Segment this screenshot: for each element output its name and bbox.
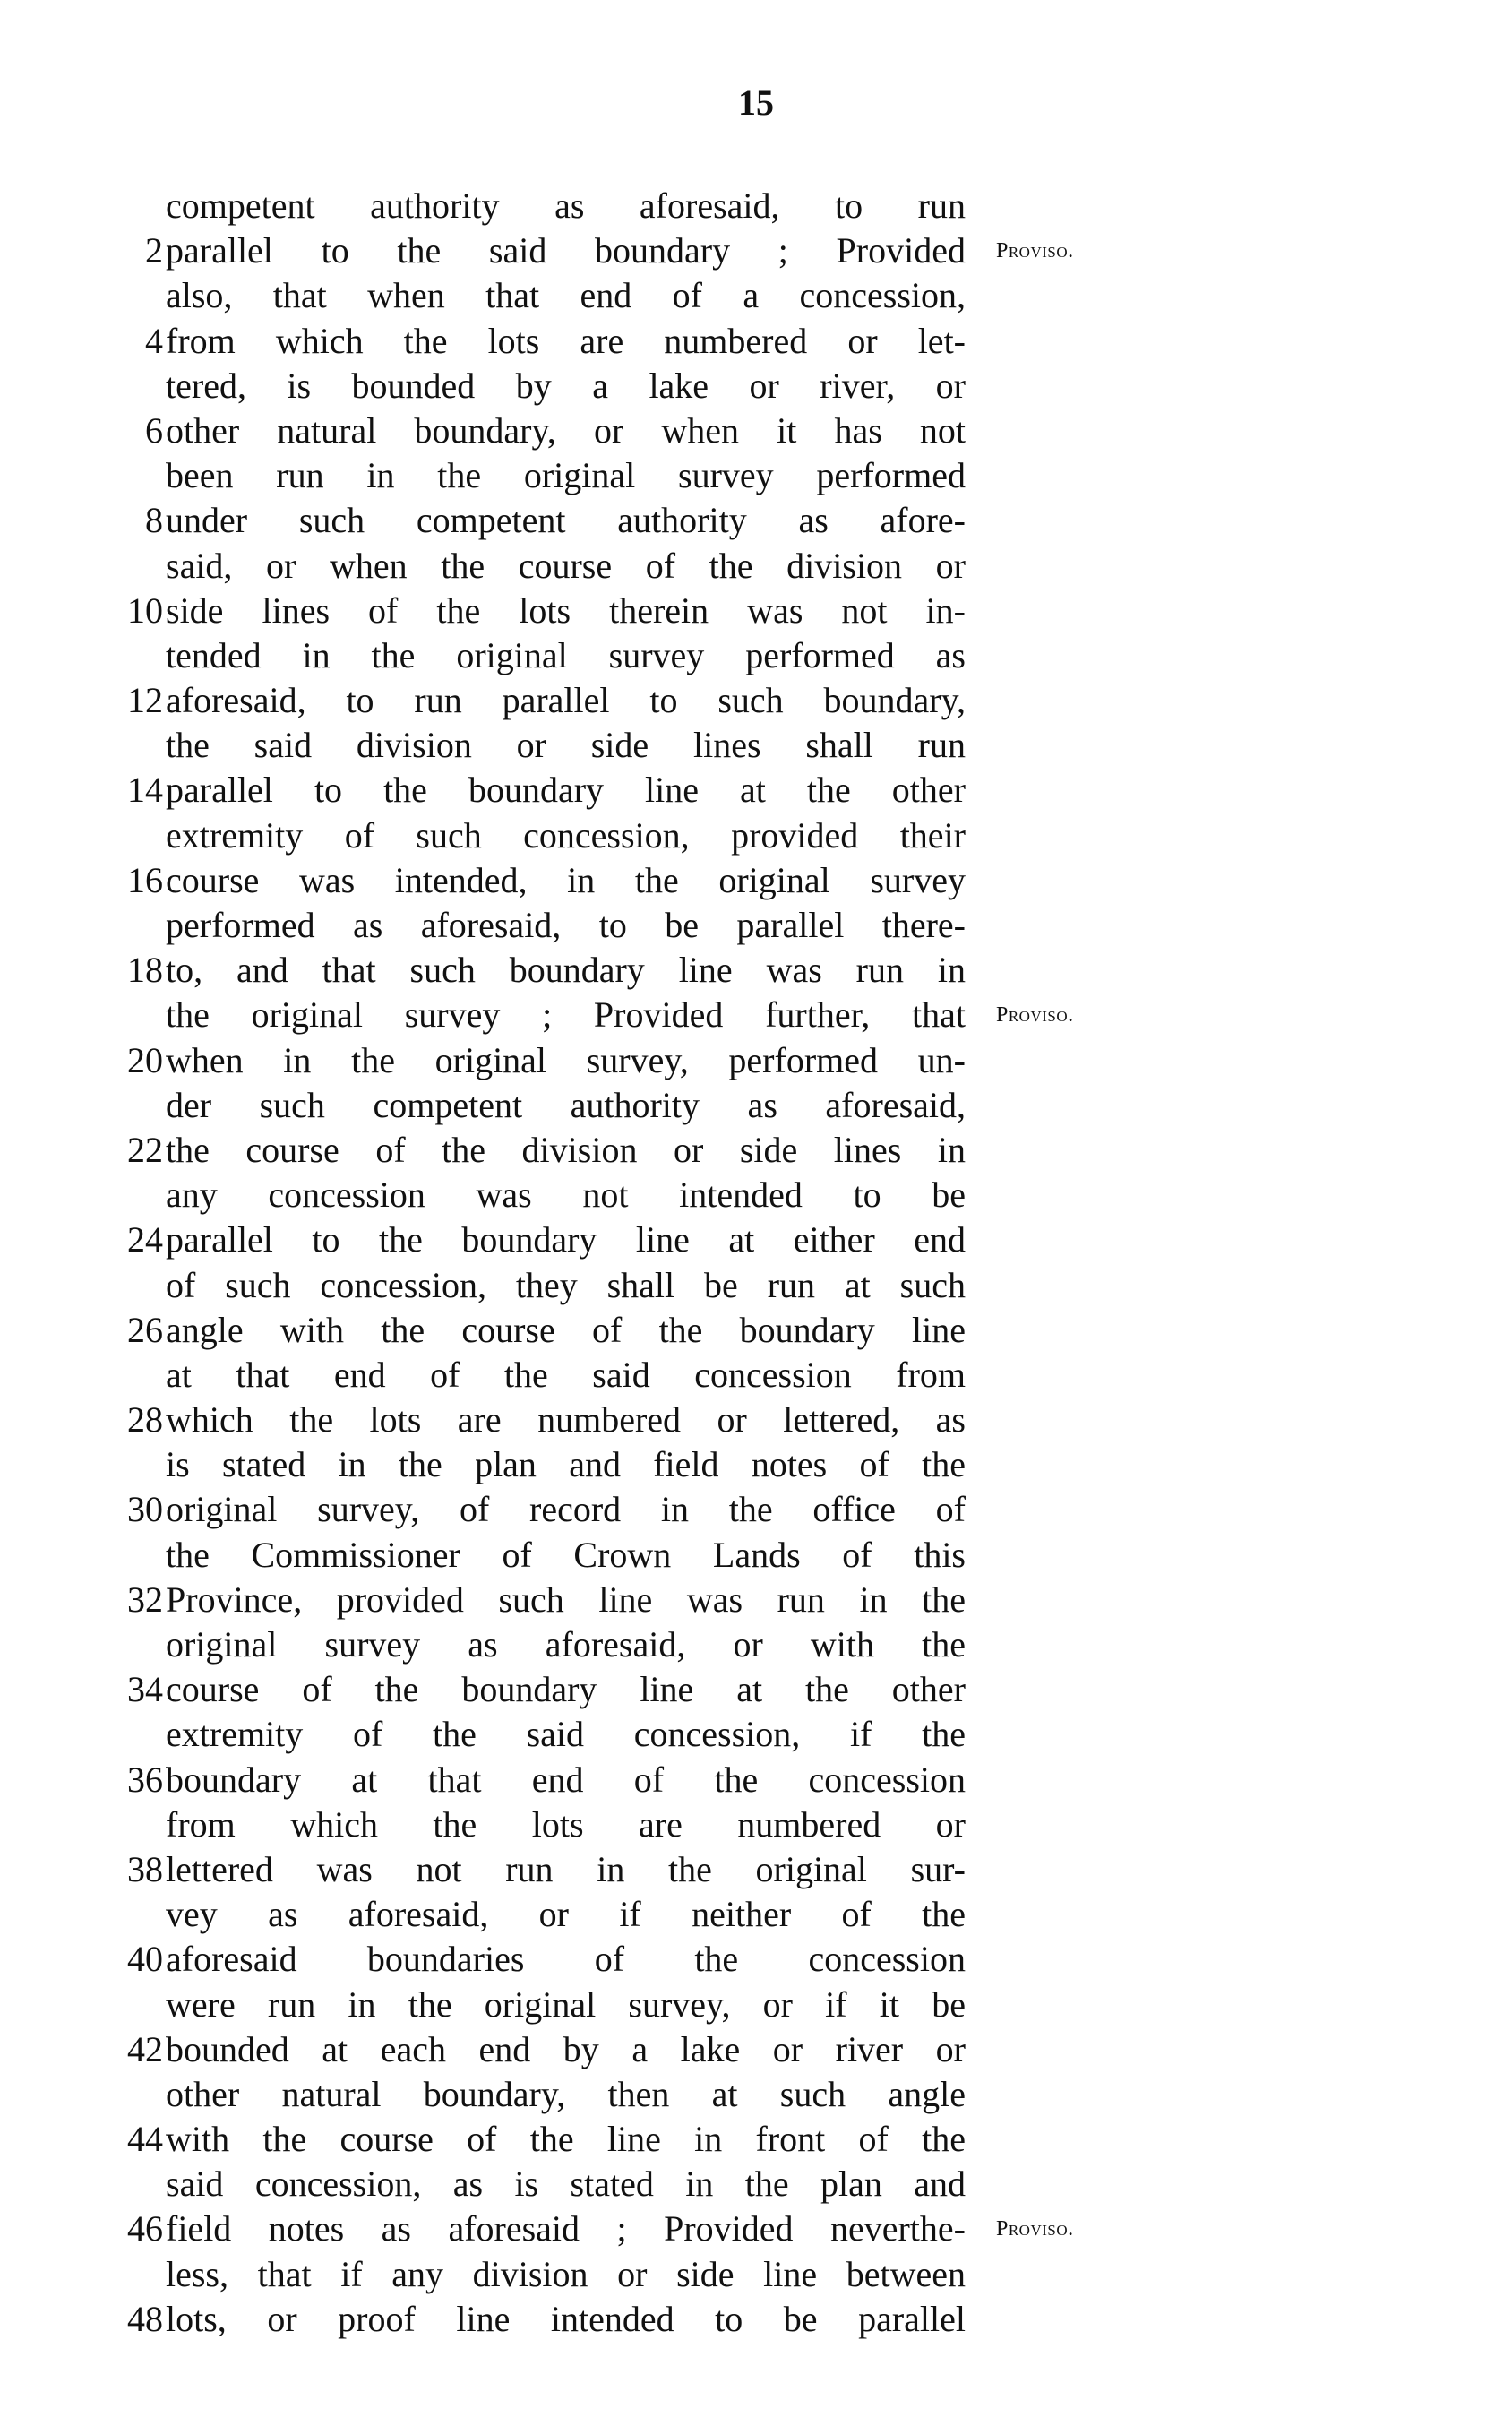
line-number: 18 <box>127 950 163 991</box>
line-text: performed as aforesaid, to be parallel there- <box>166 905 966 945</box>
text-line <box>0 1892 1512 1937</box>
line-text: to, and that such boundary line was run in <box>166 950 966 991</box>
line-number: 42 <box>127 2028 163 2069</box>
text-line <box>0 319 1512 364</box>
text-line <box>0 2027 1512 2072</box>
text-line <box>0 1667 1512 1712</box>
line-text: course of the boundary line at the other <box>166 1669 966 1710</box>
line-text: other natural boundary, then at such angle <box>166 2073 966 2114</box>
line-number: 36 <box>127 1759 163 1800</box>
text-line <box>0 2297 1512 2342</box>
text-line <box>0 1128 1512 1173</box>
text-line <box>0 1802 1512 1847</box>
line-number: 28 <box>127 1399 163 1441</box>
text-line <box>0 948 1512 993</box>
text-line <box>0 1308 1512 1353</box>
text-line <box>0 1487 1512 1532</box>
line-text: said concession, as is stated in the plan and <box>166 2164 966 2205</box>
line-number: 48 <box>127 2298 163 2339</box>
line-text: from which the lots are numbered or let- <box>166 320 966 361</box>
margin-note: Proviso. <box>996 239 1074 263</box>
text-line <box>0 2162 1512 2207</box>
text-line <box>0 273 1512 318</box>
line-number: 10 <box>127 589 163 631</box>
line-text: angle with the course of the boundary line <box>166 1309 966 1350</box>
line-text: the said division or side lines shall run <box>166 725 966 766</box>
text-line <box>0 858 1512 903</box>
text-line <box>0 1983 1512 2027</box>
text-line <box>0 1353 1512 1398</box>
line-number: 34 <box>127 1669 163 1710</box>
line-text: when in the original survey, performed un- <box>166 1039 966 1080</box>
line-text: the Commissioner of Crown Lands of this <box>166 1534 966 1575</box>
text-line <box>0 1442 1512 1487</box>
text-line <box>0 453 1512 498</box>
text-line <box>0 544 1512 589</box>
line-text: lettered was not run in the original sur- <box>166 1848 966 1889</box>
text-line <box>0 1398 1512 1442</box>
text-line <box>0 409 1512 453</box>
line-text: extremity of such concession, provided their <box>166 814 966 856</box>
line-text: tered, is bounded by a lake or river, or <box>166 365 966 406</box>
line-text: der such competent authority as aforesaid, <box>166 1084 966 1125</box>
text-line <box>0 1758 1512 1802</box>
text-line <box>0 1083 1512 1128</box>
text-line <box>0 1038 1512 1083</box>
line-number: 8 <box>145 500 163 541</box>
line-text: less, that if any division or side line between <box>166 2253 966 2294</box>
line-text: under such competent authority as afore- <box>166 500 966 541</box>
line-text: lots, or proof line intended to be parallel <box>166 2298 966 2339</box>
line-text: been run in the original survey performed <box>166 455 966 496</box>
line-text: aforesaid, to run parallel to such boundary, <box>166 680 966 721</box>
text-line <box>0 768 1512 813</box>
line-text: parallel to the boundary line at either end <box>166 1219 966 1260</box>
line-number: 16 <box>127 859 163 900</box>
text-line <box>0 1847 1512 1892</box>
line-number: 2 <box>145 230 163 271</box>
line-text: with the course of the line in front of the <box>166 2119 966 2160</box>
line-text: is stated in the plan and field notes of the <box>166 1444 966 1485</box>
line-text: parallel to the said boundary ; Provided <box>166 230 966 271</box>
margin-note: Proviso. <box>996 2217 1074 2241</box>
line-text: side lines of the lots therein was not in- <box>166 589 966 631</box>
line-number: 30 <box>127 1489 163 1530</box>
line-text: course was intended, in the original survey <box>166 859 966 900</box>
line-text: bounded at each end by a lake or river or <box>166 2028 966 2069</box>
line-text: vey as aforesaid, or if neither of the <box>166 1894 966 1935</box>
text-line <box>0 903 1512 948</box>
text-line <box>0 1622 1512 1667</box>
text-line <box>0 1937 1512 1982</box>
text-line <box>0 1173 1512 1217</box>
line-number: 6 <box>145 409 163 451</box>
line-text: from which the lots are numbered or <box>166 1803 966 1845</box>
text-line <box>0 364 1512 409</box>
line-number: 32 <box>127 1579 163 1620</box>
line-text: parallel to the boundary line at the other <box>166 770 966 811</box>
text-body <box>0 184 1512 2342</box>
line-text: also, that when that end of a concession, <box>166 275 966 316</box>
text-line <box>0 228 1512 273</box>
line-text: other natural boundary, or when it has not <box>166 409 966 451</box>
line-text: at that end of the said concession from <box>166 1354 966 1395</box>
text-line <box>0 993 1512 1037</box>
text-line <box>0 2252 1512 2297</box>
line-text: were run in the original survey, or if it be <box>166 1983 966 2025</box>
line-text: the course of the division or side lines in <box>166 1129 966 1170</box>
text-line <box>0 813 1512 858</box>
line-text: boundary at that end of the concession <box>166 1759 966 1800</box>
line-text: original survey as aforesaid, or with the <box>166 1624 966 1665</box>
line-text: extremity of the said concession, if the <box>166 1714 966 1755</box>
line-number: 38 <box>127 1848 163 1889</box>
line-number: 4 <box>145 320 163 361</box>
line-text: competent authority as aforesaid, to run <box>166 185 966 226</box>
line-text: of such concession, they shall be run at such <box>166 1264 966 1305</box>
line-text: field notes as aforesaid ; Provided neverthe- <box>166 2208 966 2250</box>
line-number: 20 <box>127 1039 163 1080</box>
text-line <box>0 1578 1512 1622</box>
line-number: 22 <box>127 1129 163 1170</box>
text-line <box>0 2072 1512 2117</box>
line-number: 24 <box>127 1219 163 1260</box>
line-text: said, or when the course of the division or <box>166 545 966 586</box>
text-line <box>0 589 1512 633</box>
line-number: 14 <box>127 770 163 811</box>
line-text: which the lots are numbered or lettered, as <box>166 1399 966 1441</box>
text-line <box>0 2117 1512 2162</box>
line-text: aforesaid boundaries of the concession <box>166 1939 966 1980</box>
text-line <box>0 2207 1512 2251</box>
line-number: 44 <box>127 2119 163 2160</box>
line-text: original survey, of record in the office of <box>166 1489 966 1530</box>
line-number: 26 <box>127 1309 163 1350</box>
text-line <box>0 1533 1512 1578</box>
line-text: tended in the original survey performed as <box>166 634 966 675</box>
text-line <box>0 723 1512 768</box>
text-line <box>0 1217 1512 1262</box>
text-line <box>0 498 1512 543</box>
page-number: 15 <box>738 82 774 123</box>
line-text: any concession was not intended to be <box>166 1174 966 1216</box>
text-line <box>0 633 1512 678</box>
text-line <box>0 184 1512 228</box>
line-text: Province, provided such line was run in the <box>166 1579 966 1620</box>
line-number: 40 <box>127 1939 163 1980</box>
margin-note: Proviso. <box>996 1003 1074 1028</box>
line-text: the original survey ; Provided further, that <box>166 994 966 1036</box>
text-line <box>0 678 1512 723</box>
text-line <box>0 1263 1512 1308</box>
line-number: 12 <box>127 680 163 721</box>
line-number: 46 <box>127 2208 163 2250</box>
text-line <box>0 1712 1512 1757</box>
